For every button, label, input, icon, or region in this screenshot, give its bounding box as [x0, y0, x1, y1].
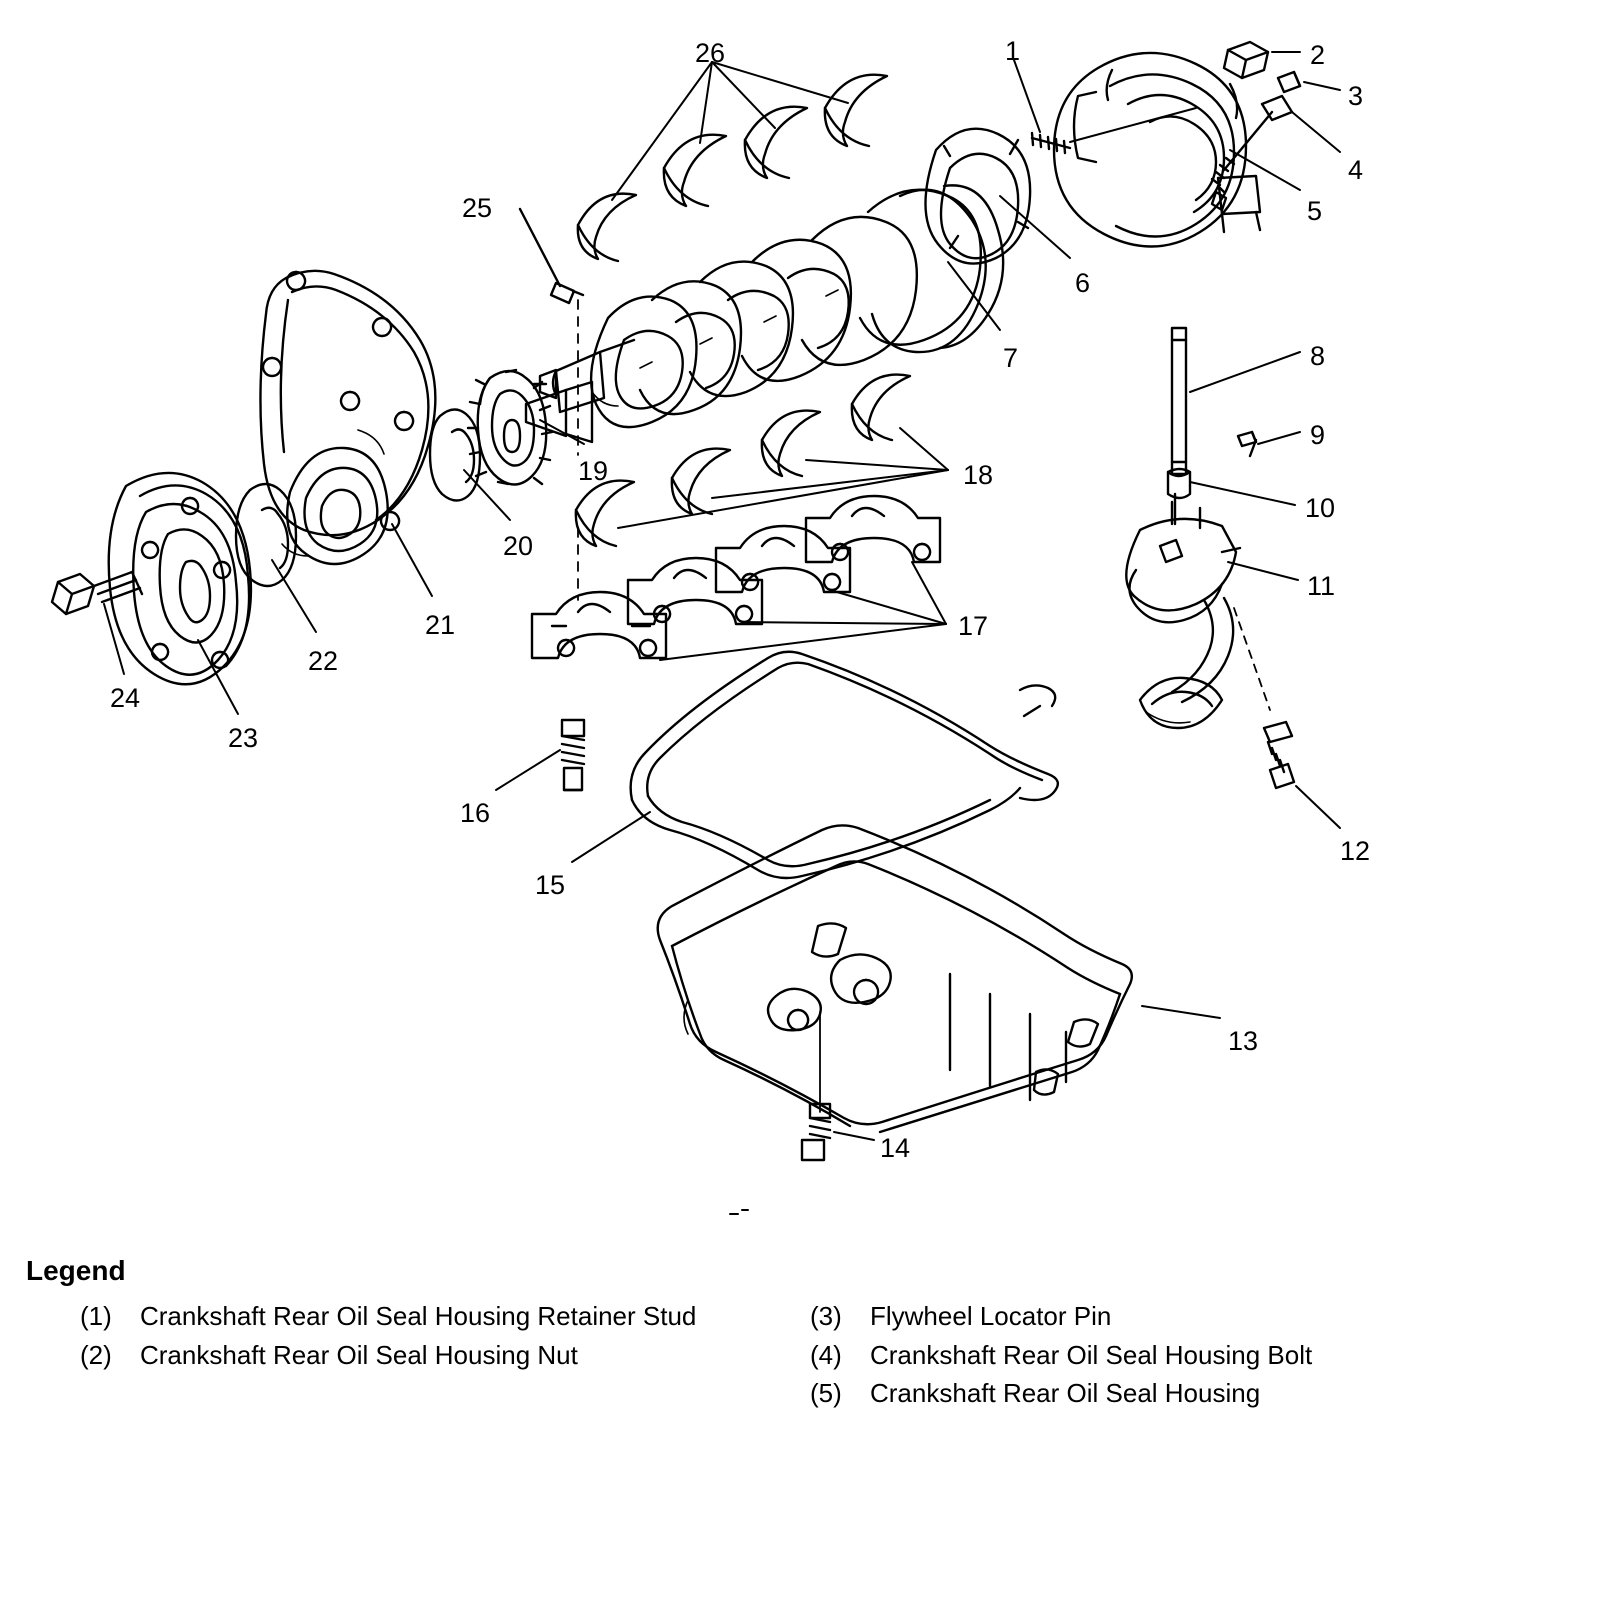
leader-line-4: [1292, 112, 1340, 152]
oil-pan-gasket-15: [631, 652, 1058, 878]
leader-line-10: [1190, 482, 1295, 505]
leader-line-20: [464, 470, 510, 520]
legend-item-number: (3): [810, 1301, 842, 1331]
crankshaft-sprocket-19: [468, 370, 592, 485]
leader-line-12: [1296, 786, 1340, 828]
legend-item-number: (2): [80, 1339, 112, 1370]
callout-1: 1: [1005, 36, 1021, 66]
legend-item: [80, 1300, 820, 1333]
legend-item: [80, 1339, 820, 1372]
leader-line-13: [1142, 1006, 1220, 1018]
leader-line-11: [1228, 562, 1298, 580]
upper-main-bearing-shells: [578, 75, 887, 261]
oil-pan-13: [658, 825, 1132, 1132]
legend-title: Legend: [26, 1255, 126, 1286]
legend-item-text: Crankshaft Rear Oil Seal Housing Bolt: [870, 1339, 1313, 1370]
leader-line-8: [1190, 352, 1300, 392]
callout-18: 18: [963, 460, 994, 490]
oil-pump-drive-pin-9: [1238, 432, 1256, 456]
callout-17: 17: [958, 611, 989, 641]
crankshaft-balancer-seal-22: [236, 484, 296, 586]
callout-8: 8: [1310, 341, 1326, 371]
callout-14: 14: [880, 1133, 911, 1163]
crankshaft-7: [534, 185, 1003, 427]
callout-21: 21: [425, 610, 456, 640]
callout-2: 2: [1310, 40, 1326, 70]
rear-oil-seal-housing-nut-2: [1224, 42, 1268, 78]
legend-item-number: (1): [80, 1301, 112, 1331]
legend-column-right: [810, 1300, 1570, 1416]
legend-item-text: Crankshaft Rear Oil Seal Housing: [870, 1378, 1261, 1408]
rear-oil-seal-housing-gasket-6: [925, 129, 1030, 264]
callout-25: 25: [462, 193, 493, 223]
oil-pump-bolt-12: [1264, 722, 1294, 788]
crankshaft-balancer-bolt-24: [52, 572, 142, 614]
callout-15: 15: [535, 870, 566, 900]
callout-26: 26: [695, 38, 726, 68]
legend-item: [810, 1300, 1570, 1333]
callout-24: 24: [110, 683, 141, 713]
crankshaft-dowel-pin-25: [520, 209, 583, 455]
callout-4: 4: [1348, 155, 1364, 185]
legend-item-number: (4): [810, 1339, 842, 1370]
oil-pump-11: [1126, 502, 1240, 728]
flywheel-locator-pin-3: [1278, 72, 1300, 92]
legend-item: [810, 1339, 1570, 1372]
callout-22: 22: [308, 646, 339, 676]
leader-line-1: [1014, 60, 1040, 132]
callout-20: 20: [503, 531, 534, 561]
legend-column-left: [80, 1300, 820, 1377]
callout-3: 3: [1348, 81, 1364, 111]
legend-item-text: Flywheel Locator Pin: [870, 1301, 1112, 1331]
oil-pump-driveshaft-8: [1172, 328, 1186, 474]
oil-pump-bolt-align-line: [1234, 608, 1270, 710]
leader-line-15: [572, 812, 650, 862]
legend-item: [810, 1377, 1570, 1410]
callout-11: 11: [1307, 571, 1336, 601]
leader-line-9: [1258, 432, 1300, 444]
callout-10: 10: [1305, 493, 1336, 523]
callout-13: 13: [1228, 1026, 1259, 1056]
callout-6: 6: [1075, 268, 1091, 298]
main-bearing-cap-bolt-16: [562, 528, 584, 790]
callout-9: 9: [1310, 420, 1326, 450]
legend-item-text: Crankshaft Rear Oil Seal Housing Nut: [140, 1339, 578, 1370]
lower-main-bearing-shells-18: [576, 375, 910, 546]
callout-19: 19: [578, 456, 609, 486]
crankshaft-front-oil-seal-20: [430, 409, 480, 500]
figure-bottom-marks: [730, 1210, 748, 1214]
callout-12: 12: [1340, 836, 1371, 866]
leader-line-22: [272, 560, 316, 632]
callout-5: 5: [1307, 196, 1323, 226]
engine-front-cover-21: [260, 271, 435, 564]
leader-line-21: [392, 524, 432, 596]
callout-7: 7: [1003, 343, 1019, 373]
leader-line-3: [1304, 82, 1340, 90]
callout-16: 16: [460, 798, 491, 828]
leader-lines-26: [612, 62, 848, 200]
leader-line-16: [496, 750, 560, 790]
callout-23: 23: [228, 723, 259, 753]
legend-item-number: (5): [810, 1378, 842, 1408]
legend-item-text: Crankshaft Rear Oil Seal Housing Retainer Stud: [140, 1301, 697, 1331]
crankshaft-balancer-23: [109, 473, 251, 684]
main-bearing-caps-17: [532, 496, 940, 658]
leader-line-14: [834, 1132, 874, 1140]
